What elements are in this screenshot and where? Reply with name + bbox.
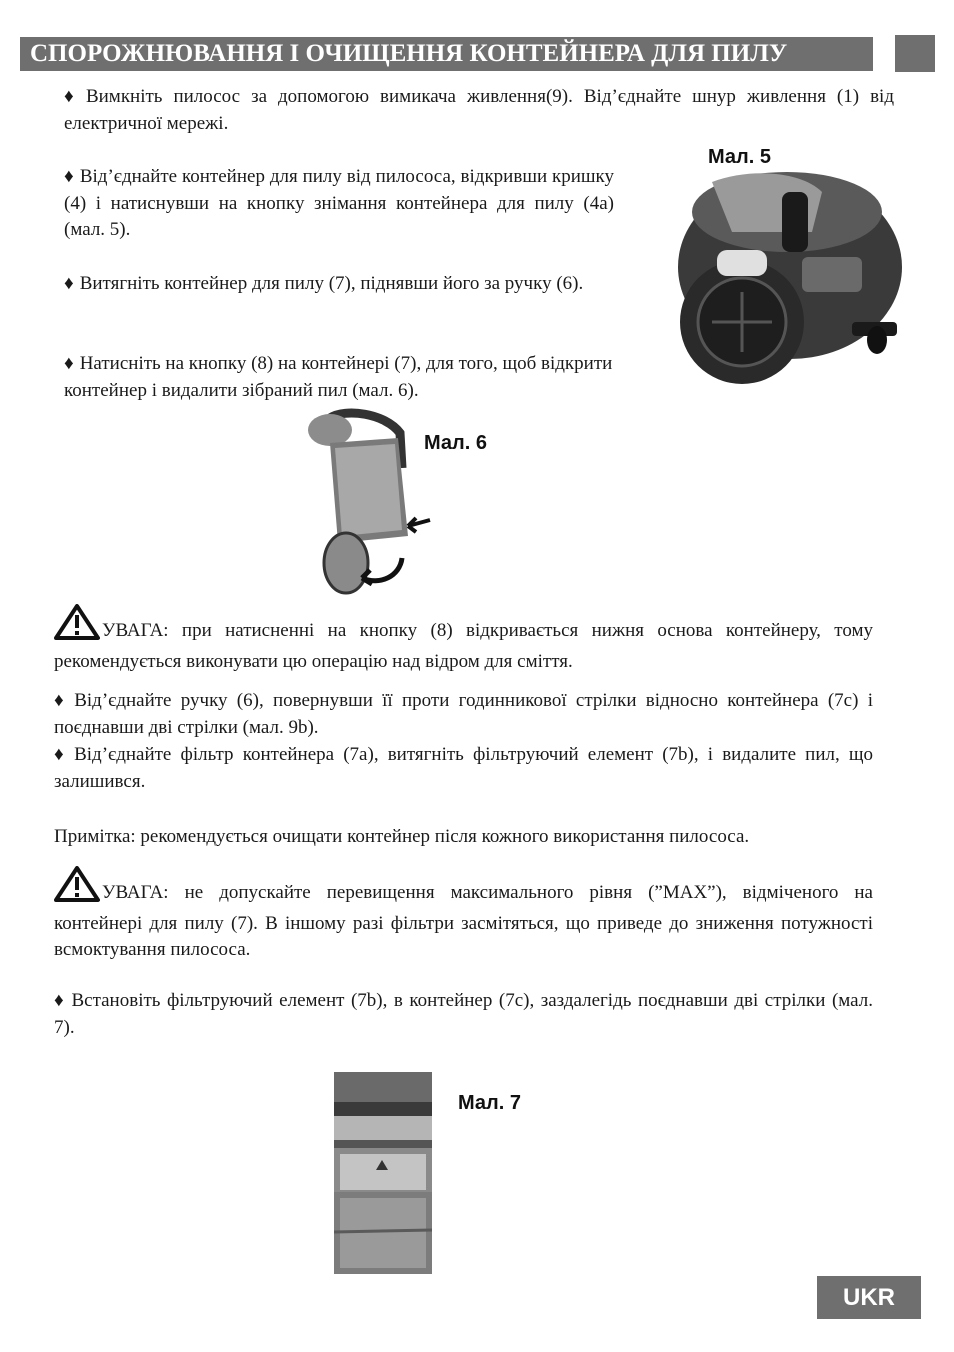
bullet-marker: ♦ bbox=[64, 86, 80, 107]
instruction-text: Від’єднайте ручку (6), повернувши її проти годинникової стрілки відносно контейнера (7c) і поєднавши дві стрілки (мал. 9b). bbox=[54, 690, 873, 738]
instruction-text: Натисніть на кнопку (8) на контейнері (7), для того, щоб відкрити контейнер і видалити зібраний пил (мал. 6). bbox=[64, 353, 613, 401]
figure-6-label: Мал. 6 bbox=[424, 432, 487, 454]
warning-note-1 bbox=[54, 604, 873, 675]
bullet-marker: ♦ bbox=[64, 166, 74, 187]
usage-note: Примітка: рекомендується очищати контейнер після кожного використання пилососа. bbox=[54, 826, 750, 847]
bullet-marker: ♦ bbox=[54, 744, 69, 765]
instruction-text: Витягніть контейнер для пилу (7), піднявши його за ручку (6). bbox=[79, 273, 584, 294]
instruction-step-4 bbox=[64, 351, 629, 404]
warning-note-2 bbox=[54, 866, 873, 964]
instruction-text: Від’єднайте контейнер для пилу від пилососа, відкривши кришку (4) і натиснувши на кнопку знімання контейнера для пилу (4a) (мал. 5). bbox=[64, 166, 614, 240]
language-badge: UKR bbox=[817, 1276, 921, 1319]
bullet-marker: ♦ bbox=[54, 690, 69, 711]
section-title: СПОРОЖНЮВАННЯ І ОЧИЩЕННЯ КОНТЕЙНЕРА ДЛЯ ПИЛУ bbox=[20, 37, 873, 71]
warning-text: УВАГА: не допускайте перевищення максимального рівня (”MAX”), відміченого на контейнері для пилу (7). В іншому разі фільтри засмітяться, що приведе до зниження потужності всмоктування пилососа. bbox=[54, 882, 873, 960]
instruction-text: Вимкніть пилосос за допомогою вимикача живлення(9). Від’єднайте шнур живлення (1) від електричної мережі. bbox=[64, 86, 894, 134]
instruction-text: Встановіть фільтруючий елемент (7b), в контейнер (7c), заздалегідь поєднавши дві стрілки (мал. 7). bbox=[54, 990, 873, 1038]
header-side-tab bbox=[895, 35, 935, 72]
figure-7-label: Мал. 7 bbox=[458, 1092, 521, 1114]
warning-triangle-icon bbox=[54, 604, 100, 649]
warning-triangle-icon bbox=[54, 866, 100, 911]
bullet-marker: ♦ bbox=[64, 273, 74, 294]
figure-6-container-image bbox=[290, 408, 440, 598]
instruction-step-7 bbox=[54, 988, 873, 1041]
instruction-text: Від’єднайте фільтр контейнера (7a), витягніть фільтруючий елемент (7b), і видалите пил, що залишився. bbox=[54, 744, 873, 792]
bullet-marker: ♦ bbox=[54, 990, 66, 1011]
instruction-step-5 bbox=[54, 688, 873, 741]
instruction-step-2 bbox=[64, 164, 614, 244]
figure-5-vacuum-image bbox=[672, 172, 908, 394]
instruction-step-6 bbox=[54, 742, 873, 795]
bullet-marker: ♦ bbox=[64, 353, 74, 374]
figure-7-filter-container-image bbox=[334, 1072, 432, 1274]
figure-5-label: Мал. 5 bbox=[708, 146, 771, 168]
warning-text: УВАГА: при натисненні на кнопку (8) відкривається нижня основа контейнеру, тому рекомендується виконувати цю операцію над відром для сміття. bbox=[54, 620, 873, 672]
instruction-step-3 bbox=[64, 271, 614, 298]
instruction-step-1 bbox=[64, 84, 894, 137]
